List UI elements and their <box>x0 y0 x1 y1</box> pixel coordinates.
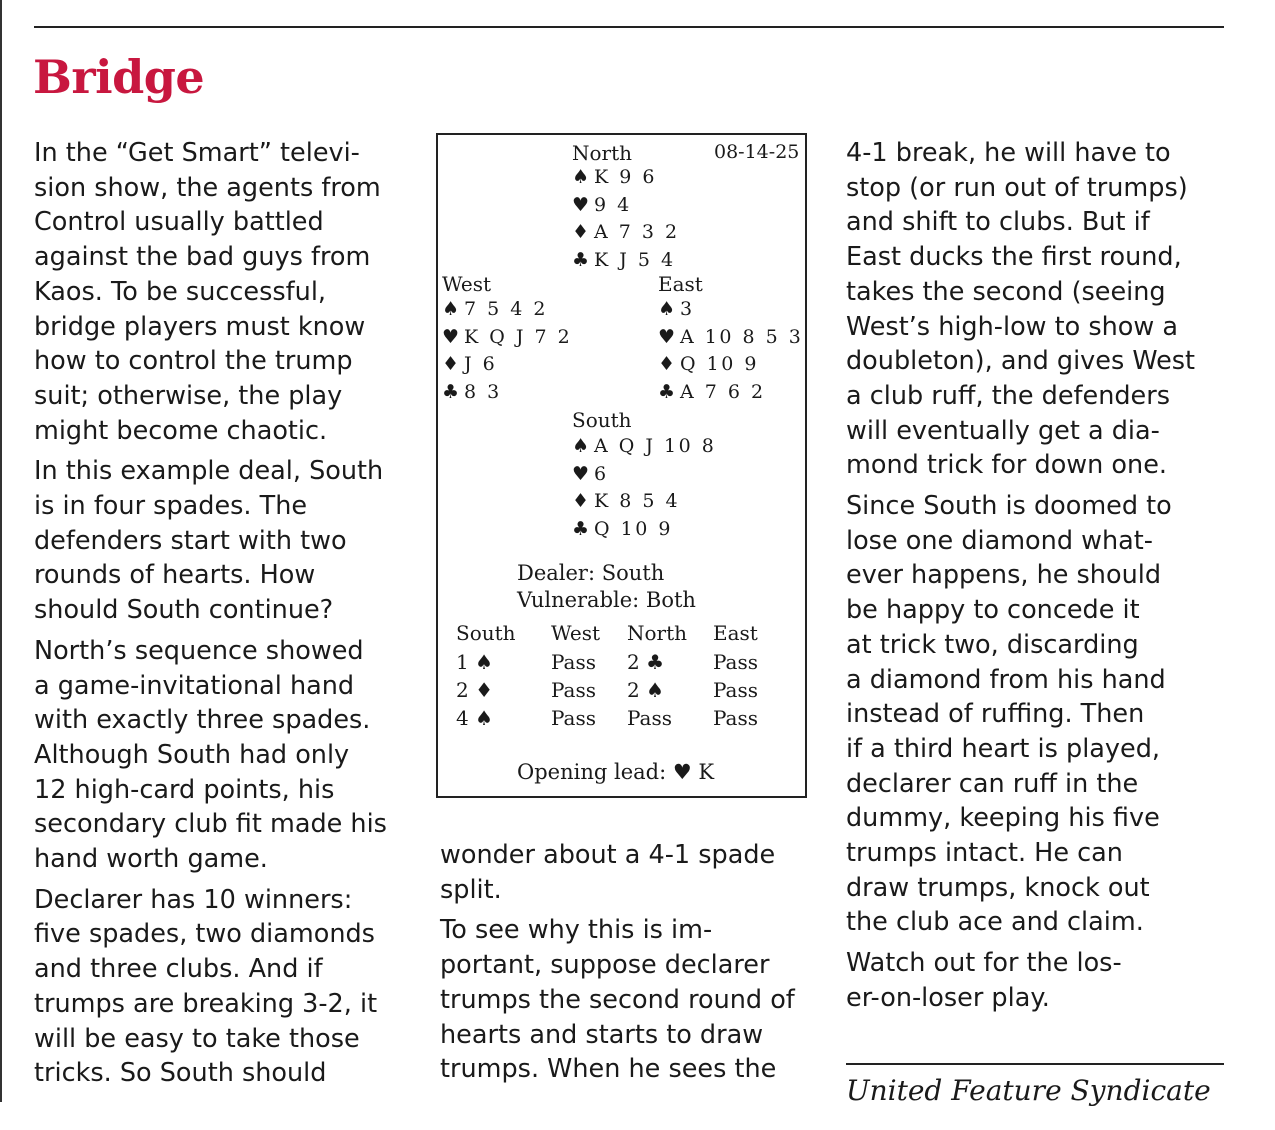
text-line: wonder about a 4-1 spade <box>440 840 776 870</box>
text-line: doubleton), and gives West <box>846 346 1196 377</box>
south-hand <box>572 435 716 545</box>
auction-bid: Pass <box>713 706 759 730</box>
top-rule <box>34 26 1224 28</box>
auction-bid: 4 ♠ <box>456 706 494 730</box>
text-line: East ducks the first round, <box>846 242 1182 273</box>
spade-icon: ♠ <box>572 435 590 457</box>
text-line: tricks. So South should <box>34 1058 327 1089</box>
club-icon: ♣ <box>442 380 460 403</box>
article-column-2 <box>440 838 835 1093</box>
text-line: with exactly three spades. <box>34 705 371 736</box>
text-line: portant, suppose declarer <box>440 950 770 981</box>
heart-icon: ♥ <box>442 325 460 348</box>
text-line: hearts and starts to draw <box>440 1019 764 1050</box>
text-line: dummy, keeping his five <box>846 803 1160 834</box>
paragraph <box>34 883 434 1091</box>
north-label: North <box>572 141 633 165</box>
text-line: West’s high-low to show a <box>846 311 1178 342</box>
auction-bid: 2 ♠ <box>627 678 665 702</box>
paragraph <box>846 946 1236 1015</box>
north-spades: K 9 6 <box>594 166 657 188</box>
text-line: draw trumps, knock out <box>846 872 1150 903</box>
text-line: rounds of hearts. How <box>34 560 316 591</box>
text-line: a game-invitational hand <box>34 670 355 701</box>
text-line: Kaos. To be successful, <box>34 276 327 307</box>
text-line: and shift to clubs. But if <box>846 207 1150 238</box>
auction-bid: 1 ♠ <box>456 650 494 674</box>
paragraph <box>440 838 835 907</box>
auction-bid: Pass <box>551 650 597 674</box>
text-line: In the “Get Smart” televi- <box>34 138 360 168</box>
auction-header-north: North <box>627 621 688 645</box>
paragraph <box>34 136 434 448</box>
text-line: a club ruff, the defenders <box>846 380 1171 411</box>
south-hearts: 6 <box>594 462 609 485</box>
west-hearts: K Q J 7 2 <box>464 325 573 348</box>
page-title: Bridge <box>33 50 205 104</box>
text-line: bridge players must know <box>34 311 366 342</box>
text-line: will eventually get a dia- <box>846 415 1160 446</box>
east-diamonds: Q 10 9 <box>680 353 759 375</box>
club-icon: ♣ <box>572 517 590 540</box>
south-spades: A Q J 10 8 <box>594 435 717 457</box>
text-line: ever happens, he should <box>846 560 1162 591</box>
text-line: To see why this is im- <box>440 915 713 946</box>
paragraph <box>34 454 434 628</box>
east-hearts: A 10 8 5 3 <box>680 325 804 348</box>
spade-icon: ♠ <box>442 298 460 320</box>
text-line: trumps the second round of <box>440 984 795 1015</box>
text-line: should South continue? <box>34 595 334 626</box>
paragraph <box>440 913 835 1087</box>
text-line: lose one diamond what- <box>846 525 1153 556</box>
west-clubs: 8 3 <box>464 380 502 403</box>
text-line: er-on-loser play. <box>846 982 1050 1013</box>
south-clubs: Q 10 9 <box>594 517 673 540</box>
text-line: trumps. When he sees the <box>440 1054 777 1085</box>
heart-icon: ♥ <box>572 193 590 216</box>
text-line: against the bad guys from <box>34 242 371 273</box>
deal-date: 08-14-25 <box>714 141 800 163</box>
north-hearts: 9 4 <box>594 193 632 216</box>
text-line: North’s sequence showed <box>34 635 364 666</box>
text-line: Although South had only <box>34 739 350 770</box>
auction-bid: 2 ♦ <box>456 678 494 702</box>
text-line: Declarer has 10 winners: <box>34 884 353 915</box>
east-hand <box>658 298 803 408</box>
text-line: might become chaotic. <box>34 415 328 446</box>
auction-bid: Pass <box>713 650 759 674</box>
club-icon: ♣ <box>572 248 590 271</box>
auction-bid: Pass <box>627 706 673 730</box>
text-line: declarer can ruff in the <box>846 768 1139 799</box>
vulnerability-info: Vulnerable: Both <box>517 588 696 612</box>
text-line: suit; otherwise, the play <box>34 380 343 411</box>
west-label: West <box>442 272 492 296</box>
diamond-icon: ♦ <box>572 490 590 512</box>
heart-icon: ♥ <box>658 325 676 348</box>
text-line: Control usually battled <box>34 207 324 238</box>
text-line: secondary club fit made his <box>34 809 387 840</box>
bridge-deal-diagram <box>436 133 807 798</box>
diamond-icon: ♦ <box>658 353 676 375</box>
text-line: and three clubs. And if <box>34 954 323 985</box>
text-line: at trick two, discarding <box>846 629 1139 660</box>
text-line: how to control the trump <box>34 346 353 377</box>
west-hand <box>442 298 572 408</box>
article-column-1 <box>34 136 434 1097</box>
east-clubs: A 7 6 2 <box>680 380 766 403</box>
north-diamonds: A 7 3 2 <box>594 221 680 243</box>
text-line: 12 high-card points, his <box>34 774 335 805</box>
north-hand <box>572 166 680 276</box>
text-line: stop (or run out of trumps) <box>846 172 1188 203</box>
text-line: sion show, the agents from <box>34 172 381 203</box>
heart-icon: ♥ <box>572 462 590 485</box>
paragraph <box>34 634 434 877</box>
credit-rule <box>846 1063 1224 1065</box>
auction-bid: Pass <box>551 706 597 730</box>
dealer-info: Dealer: South <box>517 561 665 585</box>
auction-bid: 2 ♣ <box>627 650 665 674</box>
text-line: Watch out for the los- <box>846 948 1122 979</box>
text-line: In this example deal, South <box>34 456 384 487</box>
south-label: South <box>572 408 632 432</box>
auction-bid: Pass <box>713 678 759 702</box>
text-line: be happy to concede it <box>846 595 1140 626</box>
text-line: five spades, two diamonds <box>34 919 375 950</box>
east-spades: 3 <box>680 298 695 320</box>
text-line: trumps intact. He can <box>846 838 1123 869</box>
spade-icon: ♠ <box>658 298 676 320</box>
east-label: East <box>658 272 703 296</box>
auction-header-east: East <box>713 621 758 645</box>
text-line: will be easy to take those <box>34 1023 360 1054</box>
north-clubs: K J 5 4 <box>594 248 676 271</box>
paragraph <box>846 489 1236 940</box>
paragraph <box>846 136 1236 483</box>
text-line: a diamond from his hand <box>846 664 1166 695</box>
text-line: split. <box>440 874 502 905</box>
auction-header-south: South <box>456 621 516 645</box>
south-diamonds: K 8 5 4 <box>594 490 681 512</box>
article-column-3 <box>846 136 1236 1022</box>
syndicate-credit: United Feature Syndicate <box>846 1074 1211 1107</box>
text-line: is in four spades. The <box>34 491 308 522</box>
text-line: defenders start with two <box>34 525 347 556</box>
diamond-icon: ♦ <box>442 353 460 375</box>
text-line: the club ace and claim. <box>846 907 1144 938</box>
text-line: 4-1 break, he will have to <box>846 138 1171 168</box>
text-line: mond trick for down one. <box>846 450 1167 481</box>
left-border-rule <box>0 0 2 1102</box>
text-line: takes the second (seeing <box>846 276 1166 307</box>
text-line: Since South is doomed to <box>846 491 1172 522</box>
spade-icon: ♠ <box>572 166 590 188</box>
text-line: hand worth game. <box>34 844 268 875</box>
club-icon: ♣ <box>658 380 676 403</box>
text-line: instead of ruffing. Then <box>846 699 1145 730</box>
auction-header-west: West <box>551 621 601 645</box>
diamond-icon: ♦ <box>572 221 590 243</box>
text-line: trumps are breaking 3-2, it <box>34 988 378 1019</box>
west-spades: 7 5 4 2 <box>464 298 548 320</box>
text-line: if a third heart is played, <box>846 733 1160 764</box>
opening-lead: Opening lead: ♥ K <box>517 760 715 784</box>
auction-bid: Pass <box>551 678 597 702</box>
west-diamonds: J 6 <box>464 353 498 375</box>
